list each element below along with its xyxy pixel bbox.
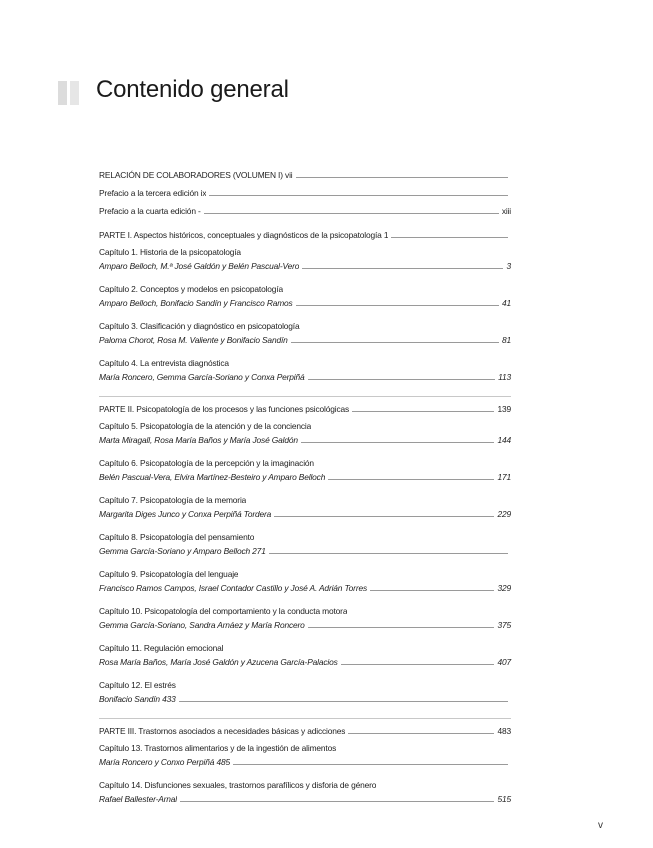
chapter-authors[interactable] (99, 507, 511, 521)
chapter-title (99, 282, 511, 296)
toc-chapter[interactable] (99, 456, 511, 484)
toc-part-text: PARTE I. Aspectos históricos, conceptuales y diagnósticos de la psicopatología 1 (99, 230, 389, 240)
leader-line (274, 516, 494, 517)
chapter-title (99, 456, 511, 470)
chapter-authors-page: 81 (501, 335, 511, 345)
toc-part-page: 139 (497, 404, 511, 414)
chapter-authors-page: 407 (497, 657, 511, 667)
chapter-authors-text: Francisco Ramos Campos, Israel Contador Castillo y José A. Adrián Torres (99, 583, 368, 593)
chapter-title (99, 530, 511, 544)
toc-chapter[interactable] (99, 356, 511, 384)
leader-line (269, 553, 508, 554)
chapter-authors-text: Gemma García-Soriano y Amparo Belloch 271 (99, 546, 266, 556)
chapter-title (99, 678, 511, 692)
chapter-title (99, 778, 511, 792)
toc-chapter[interactable] (99, 245, 511, 273)
chapter-title (99, 356, 511, 370)
leader-line (352, 411, 494, 412)
chapter-authors[interactable] (99, 655, 511, 669)
chapter-authors-text: Rosa María Baños, María José Galdón y Azucena García-Palacios (99, 657, 338, 667)
chapter-authors[interactable] (99, 755, 511, 769)
toc-chapter[interactable] (99, 604, 511, 632)
chapter-title-text: Capítulo 3. Clasificación y diagnóstico en psicopatología (99, 321, 300, 331)
toc-chapter[interactable] (99, 741, 511, 769)
chapter-authors[interactable] (99, 618, 511, 632)
chapter-title (99, 741, 511, 755)
leader-line (209, 195, 508, 196)
leader-line (233, 764, 508, 765)
toc-front-matter[interactable] (99, 168, 511, 182)
leader-line (308, 379, 496, 380)
chapter-authors-page: 171 (497, 472, 511, 482)
chapter-authors[interactable] (99, 259, 511, 273)
toc-chapter[interactable] (99, 641, 511, 669)
chapter-authors-text: María Roncero y Conxo Perpiñá 485 (99, 757, 230, 767)
toc-part-text: PARTE III. Trastornos asociados a necesidades básicas y adicciones (99, 726, 346, 736)
toc-chapter[interactable] (99, 678, 511, 706)
toc-chapter[interactable] (99, 778, 511, 806)
chapter-authors[interactable] (99, 692, 511, 706)
chapter-title-text: Capítulo 9. Psicopatología del lenguaje (99, 569, 239, 579)
chapter-title-text: Capítulo 4. La entrevista diagnóstica (99, 358, 229, 368)
chapter-title-text: Capítulo 13. Trastornos alimentarios y de la ingestión de alimentos (99, 743, 337, 753)
table-of-contents (99, 168, 511, 815)
chapter-title-text: Capítulo 8. Psicopatología del pensamiento (99, 532, 255, 542)
chapter-authors[interactable] (99, 581, 511, 595)
toc-part[interactable] (99, 724, 511, 738)
page-title: Contenido general (96, 76, 289, 103)
leader-line (179, 701, 508, 702)
leader-line (341, 664, 495, 665)
chapter-authors[interactable] (99, 433, 511, 447)
chapter-title (99, 493, 511, 507)
chapter-authors[interactable] (99, 370, 511, 384)
chapter-title-text: Capítulo 14. Disfunciones sexuales, trastornos parafílicos y disforia de género (99, 780, 377, 790)
chapter-authors-page: 515 (497, 794, 511, 804)
chapter-title-text: Capítulo 2. Conceptos y modelos en psicopatología (99, 284, 283, 294)
chapter-authors-text: Paloma Chorot, Rosa M. Valiente y Bonifacio Sandín (99, 335, 288, 345)
leader-line (328, 479, 494, 480)
toc-front-matter-text: Prefacio a la cuarta edición - (99, 206, 201, 216)
decorative-marker (58, 81, 82, 105)
toc-front-matter[interactable] (99, 204, 511, 218)
leader-line (296, 177, 509, 178)
toc-chapter[interactable] (99, 567, 511, 595)
page-folio: v (598, 820, 603, 831)
chapter-title (99, 567, 511, 581)
chapter-title (99, 319, 511, 333)
chapter-authors[interactable] (99, 792, 511, 806)
chapter-authors-page: 144 (497, 435, 511, 445)
toc-chapter[interactable] (99, 493, 511, 521)
chapter-title-text: Capítulo 12. El estrés (99, 680, 176, 690)
chapter-title-text: Capítulo 1. Historia de la psicopatología (99, 247, 241, 257)
chapter-title-text: Capítulo 5. Psicopatología de la atención y de la conciencia (99, 421, 312, 431)
chapter-authors-text: Gemma García-Soriano, Sandra Arnáez y María Roncero (99, 620, 305, 630)
chapter-authors-page: 41 (501, 298, 511, 308)
leader-line (301, 442, 495, 443)
toc-front-matter-page: xiii (501, 206, 511, 216)
chapter-title (99, 641, 511, 655)
toc-front-matter-text: Prefacio a la tercera edición ix (99, 188, 207, 198)
toc-chapter[interactable] (99, 282, 511, 310)
chapter-authors-page: 375 (497, 620, 511, 630)
leader-line (302, 268, 503, 269)
chapter-authors-text: Belén Pascual-Vera, Elvira Martínez-Besteiro y Amparo Belloch (99, 472, 326, 482)
chapter-authors-text: María Roncero, Gemma García-Soriano y Conxa Perpiñá (99, 372, 305, 382)
chapter-authors[interactable] (99, 333, 511, 347)
toc-front-matter-text: RELACIÓN DE COLABORADORES (VOLUMEN I) vii (99, 170, 293, 180)
chapter-authors-page: 329 (497, 583, 511, 593)
leader-line (391, 237, 508, 238)
chapter-authors-text: Bonifacio Sandín 433 (99, 694, 176, 704)
chapter-authors-text: Marta Miragall, Rosa María Baños y María José Galdón (99, 435, 298, 445)
leader-line (296, 305, 499, 306)
chapter-title-text: Capítulo 11. Regulación emocional (99, 643, 224, 653)
chapter-authors-page: 113 (498, 372, 511, 382)
leader-line (348, 733, 494, 734)
chapter-authors-text: Rafael Ballester-Arnal (99, 794, 178, 804)
leader-line (370, 590, 494, 591)
chapter-authors-page: 229 (497, 509, 511, 519)
leader-line (180, 801, 494, 802)
chapter-authors[interactable] (99, 470, 511, 484)
leader-line (291, 342, 499, 343)
chapter-authors-text: Amparo Belloch, Bonifacio Sandín y Francisco Ramos (99, 298, 293, 308)
chapter-authors-text: Amparo Belloch, M.ª José Galdón y Belén Pascual-Vero (99, 261, 300, 271)
toc-front-matter[interactable] (99, 186, 511, 200)
chapter-title (99, 419, 511, 433)
chapter-title-text: Capítulo 10. Psicopatología del comportamiento y la conducta motora (99, 606, 348, 616)
chapter-title-text: Capítulo 6. Psicopatología de la percepción y la imaginación (99, 458, 314, 468)
toc-chapter[interactable] (99, 530, 511, 558)
toc-part[interactable] (99, 228, 511, 242)
chapter-authors-page: 3 (506, 261, 511, 271)
toc-part-text: PARTE II. Psicopatología de los procesos y las funciones psicológicas (99, 404, 350, 414)
toc-chapter[interactable] (99, 419, 511, 447)
chapter-authors[interactable] (99, 544, 511, 558)
leader-line (308, 627, 495, 628)
chapter-authors-text: Margarita Diges Junco y Conxa Perpiñá Tordera (99, 509, 272, 519)
leader-line (204, 213, 499, 214)
chapter-authors[interactable] (99, 296, 511, 310)
toc-part-page: 483 (497, 726, 511, 736)
toc-part[interactable] (99, 402, 511, 416)
chapter-title (99, 604, 511, 618)
chapter-title-text: Capítulo 7. Psicopatología de la memoria (99, 495, 247, 505)
chapter-title (99, 245, 511, 259)
toc-chapter[interactable] (99, 319, 511, 347)
